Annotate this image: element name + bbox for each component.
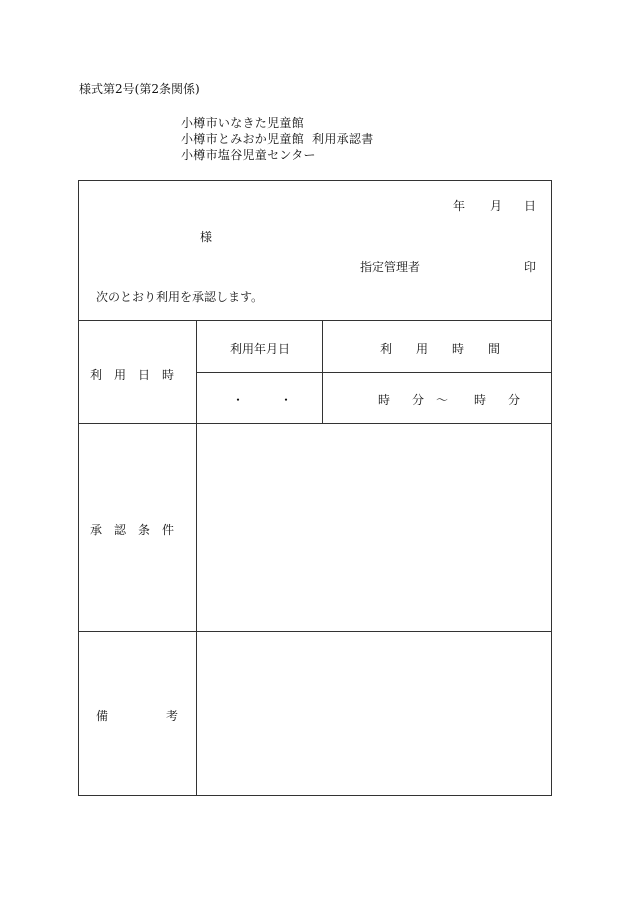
manager-label: 指定管理者: [360, 260, 421, 274]
divider-label-column: [196, 320, 197, 796]
time-wave: ～: [436, 393, 449, 407]
title-facility-2: 小樽市とみおか児童館: [181, 132, 305, 146]
title-facility-1: 小樽市いなきた児童館: [181, 116, 305, 130]
divider-header: [78, 320, 552, 321]
conditions-label: 承 認 条 件: [90, 523, 175, 537]
date-dot-1: ・: [232, 393, 245, 407]
usage-datetime-label: 利 用 日 時: [90, 368, 175, 382]
approve-text: 次のとおり利用を承認します。: [96, 290, 264, 304]
date-day: 日: [524, 199, 537, 213]
usage-time-header: 利 用 時 間: [380, 342, 501, 356]
title-facility-3: 小樽市塩谷児童センター: [181, 148, 316, 162]
date-dot-2: ・: [280, 393, 293, 407]
divider-date-time: [322, 320, 323, 423]
form-number: 様式第2号(第2条関係): [79, 82, 200, 96]
remarks-label-1: 備: [96, 709, 109, 723]
title-facility-2-row: [181, 131, 374, 147]
usage-date-header: 利用年月日: [230, 342, 291, 356]
divider-usage-inner: [196, 372, 552, 373]
time-hour-2: 時: [474, 393, 487, 407]
time-min-1: 分: [412, 393, 425, 407]
divider-conditions: [78, 631, 552, 632]
addressee-suffix: 様: [200, 230, 213, 244]
remarks-label-2: 考: [166, 709, 179, 723]
time-hour-1: 時: [378, 393, 391, 407]
form-frame: [78, 180, 552, 796]
date-year: 年: [453, 199, 466, 213]
time-min-2: 分: [508, 393, 521, 407]
title-suffix: 利用承認書: [312, 132, 374, 146]
seal-mark: 印: [524, 260, 537, 274]
title-block: [181, 115, 374, 163]
divider-usage: [78, 423, 552, 424]
date-month: 月: [490, 199, 503, 213]
